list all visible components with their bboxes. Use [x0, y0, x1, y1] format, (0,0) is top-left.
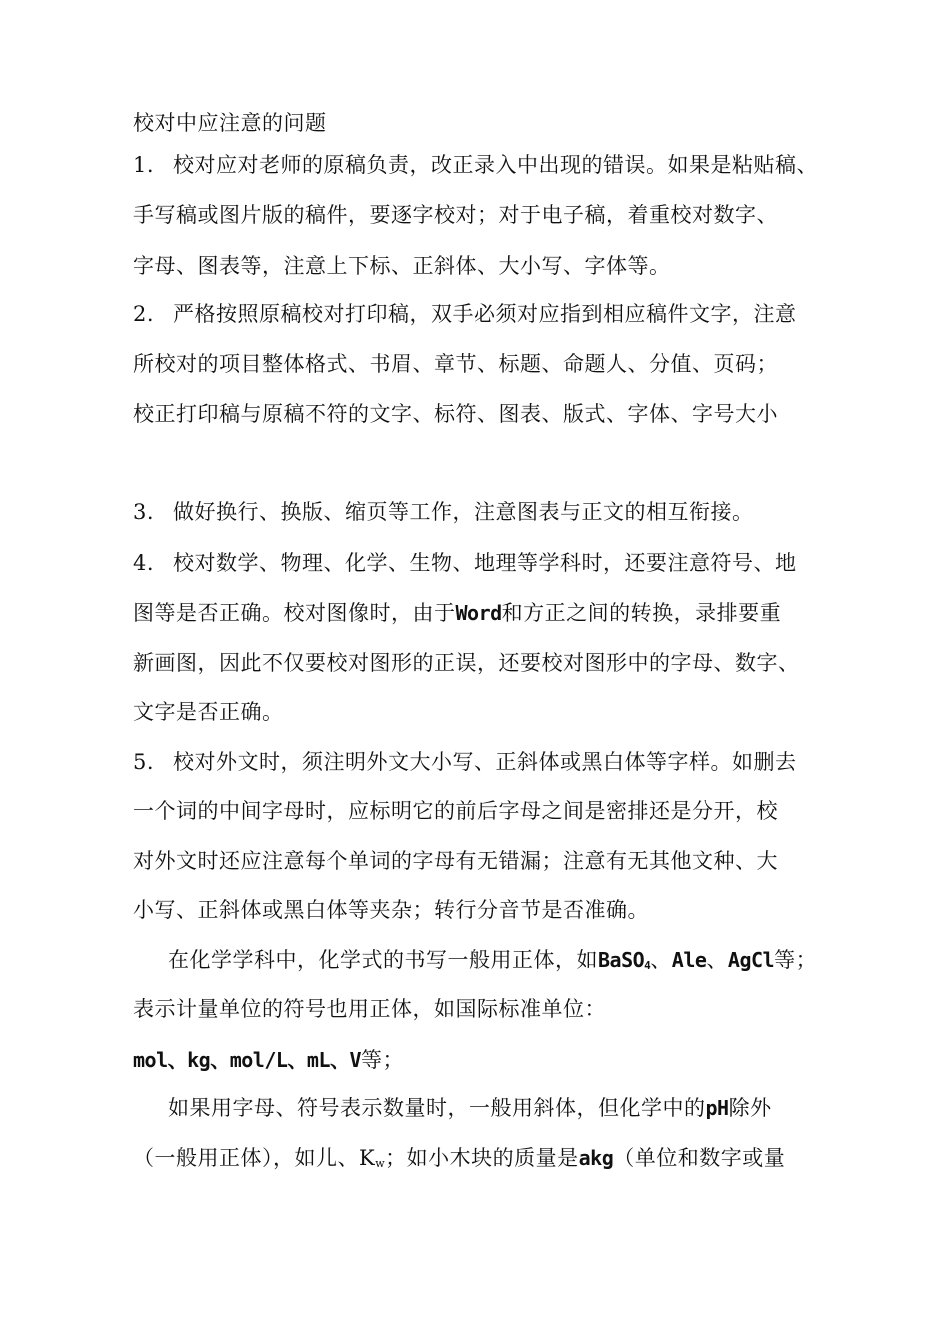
- formula-baso4: [598, 948, 650, 972]
- item-4-line-2: [133, 598, 781, 628]
- item-2-number: 2.: [133, 302, 155, 326]
- word-term: Word: [455, 601, 502, 625]
- item-2-text-1: 严格按照原稿校对打印稿，双手必须对应指到相应稿件文字，注意: [173, 302, 797, 326]
- chem-text-a: 在化学学科中，化学式的书写一般用正体，如: [168, 948, 598, 972]
- formula-agcl: AgCl: [727, 948, 775, 972]
- chem-paragraph-line-1: [168, 945, 817, 981]
- units-tail: 等；: [361, 1048, 405, 1072]
- italic-text-2b: ；如小木块的质量是: [385, 1146, 579, 1170]
- akg-term: akg: [578, 1146, 614, 1170]
- chem-sep-2: 、: [706, 948, 728, 972]
- italic-text-a: 如果用字母、符号表示数量时，一般用斜体，但化学中的: [168, 1096, 706, 1120]
- item-4-text-2a: 图等是否正确。校对图像时，由于: [133, 601, 456, 625]
- item-4-text-1: 校对数学、物理、化学、生物、地理等学科时，还要注意符号、地: [173, 551, 797, 575]
- italic-paragraph-line-1: [168, 1093, 772, 1123]
- item-3-number: 3.: [133, 500, 155, 524]
- item-5-line-1: [133, 747, 797, 777]
- item-4-text-2b: 和方正之间的转换，录排要重: [501, 601, 782, 625]
- chem-paragraph-line-2: 表示计量单位的符号也用正体，如国际标准单位：: [133, 997, 606, 1021]
- units-list: mol、kg、mol/L、mL、V: [133, 1048, 362, 1072]
- italic-text-b: 除外: [728, 1096, 772, 1120]
- item-5-number: 5.: [133, 750, 155, 774]
- formula-ale: Ale: [671, 948, 707, 972]
- item-5-line-4: 小写、正斜体或黑白体等夹杂；转行分音节是否准确。: [133, 898, 649, 922]
- item-1-text-1: 校对应对老师的原稿负责，改正录入中出现的错误。如果是粘贴稿、: [173, 153, 818, 177]
- item-2-line-1: [133, 299, 797, 329]
- item-4-line-4: 文字是否正确。: [133, 700, 284, 724]
- item-4-number: 4.: [133, 551, 155, 575]
- item-2-line-2: 所校对的项目整体格式、书眉、章节、标题、命题人、分值、页码；: [133, 352, 778, 376]
- item-3-text-1: 做好换行、换版、缩页等工作，注意图表与正文的相互衔接。: [173, 500, 754, 524]
- item-1-line-3: 字母、图表等，注意上下标、正斜体、大小写、字体等。: [133, 254, 671, 278]
- document-title: 校对中应注意的问题: [133, 111, 327, 135]
- italic-paragraph-line-2: [133, 1143, 785, 1179]
- item-2-line-3: 校正打印稿与原稿不符的文字、标符、图表、版式、字体、字号大小: [133, 402, 778, 426]
- item-5-line-3: 对外文时还应注意每个单词的字母有无错漏；注意有无其他文种、大: [133, 849, 778, 873]
- item-1-line-2: 手写稿或图片版的稿件，要逐字校对；对于电子稿，着重校对数字、: [133, 203, 778, 227]
- chem-units-line: [133, 1045, 404, 1075]
- italic-text-2c: （单位和数字或量: [613, 1146, 786, 1170]
- item-1-line-1: [133, 150, 818, 180]
- italic-text-2a: （一般用正体），如儿、K: [133, 1146, 376, 1170]
- item-5-text-1: 校对外文时，须注明外文大小写、正斜体或黑白体等字样。如删去: [173, 750, 797, 774]
- item-4-line-3: 新画图，因此不仅要校对图形的正误，还要校对图形中的字母、数字、: [133, 651, 800, 675]
- ph-term: pH: [705, 1096, 729, 1120]
- item-1-number: 1.: [133, 153, 155, 177]
- item-4-line-1: [133, 548, 797, 578]
- kw-subscript: w: [375, 1157, 386, 1170]
- item-5-line-2: 一个词的中间字母时，应标明它的前后字母之间是密排还是分开，校: [133, 799, 778, 823]
- chem-text-b: 等；: [774, 948, 818, 972]
- formula-baso4-subscript: 4: [644, 959, 651, 972]
- formula-baso4-main: BaSO: [598, 948, 645, 972]
- chem-sep-1: 、: [650, 948, 672, 972]
- item-3-line-1: [133, 497, 754, 527]
